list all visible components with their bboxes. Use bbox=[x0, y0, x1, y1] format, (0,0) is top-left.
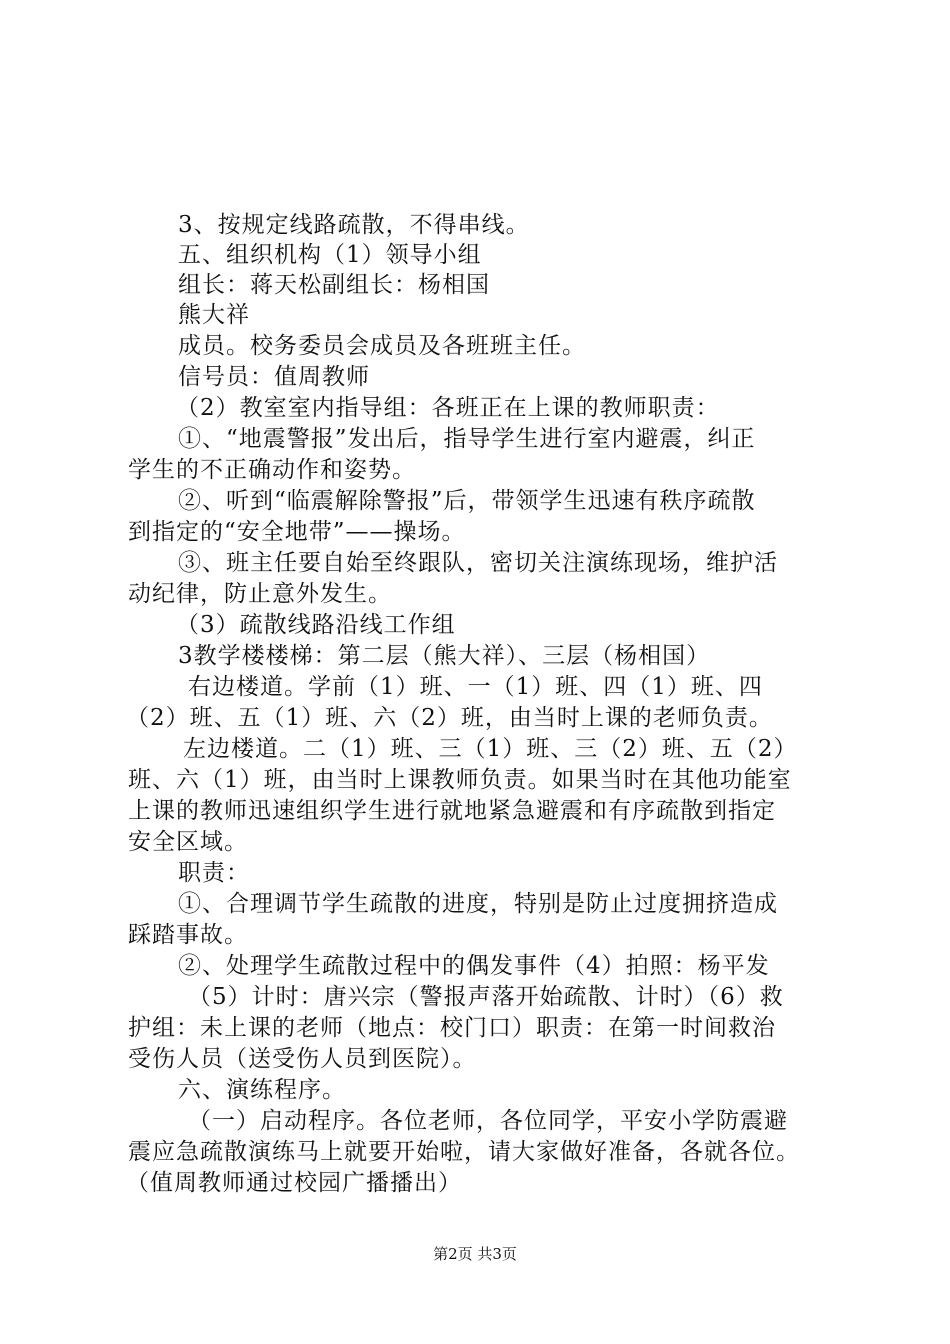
section-heading: 五、组织机构（1）领导小组 bbox=[178, 242, 482, 268]
text-line: （2）班、五（1）班、六（2）班，由当时上课的老师负责。 bbox=[126, 705, 773, 731]
text-line: （5）计时：唐兴宗（警报声落开始疏散、计时）（6）救 bbox=[188, 984, 784, 1010]
page-number-footer: 第2页 共3页 bbox=[433, 1245, 517, 1263]
text-line: 3教学楼楼梯：第二层（熊大祥）、三层（杨相国） bbox=[178, 643, 711, 669]
text-line: 上课的教师迅速组织学生进行就地紧急避震和有序疏散到指定 bbox=[128, 798, 776, 824]
text-line: 踩踏事故。 bbox=[128, 922, 248, 948]
text-line: 护组：未上课的老师（地点：校门口）职责：在第一时间救治 bbox=[128, 1015, 776, 1041]
text-line: 左边楼道。二（1）班、三（1）班、三（2）班、五（2） bbox=[183, 736, 798, 762]
text-line: 受伤人员（送受伤人员到医院）。 bbox=[128, 1046, 477, 1072]
text-line: 学生的不正确动作和姿势。 bbox=[128, 457, 416, 483]
text-line: 动纪律，防止意外发生。 bbox=[128, 581, 392, 607]
text-line: （3）疏散线路沿线工作组 bbox=[176, 612, 456, 638]
text-line: （值周教师通过校园广播播出） bbox=[126, 1170, 462, 1196]
text-line: 右边楼道。学前（1）班、一（1）班、四（1）班、四 bbox=[188, 674, 763, 700]
text-line: 组长：蒋天松副组长：杨相国 bbox=[178, 272, 490, 298]
text-line: 安全区域。 bbox=[128, 829, 248, 855]
text-line: ①、“地震警报”发出后，指导学生进行室内避震，纠正 bbox=[178, 426, 756, 452]
text-line: ①、合理调节学生疏散的进度，特别是防止过度拥挤造成 bbox=[178, 891, 778, 917]
section-heading: 六、演练程序。 bbox=[178, 1077, 346, 1103]
text-line: （2）教室室内指导组：各班正在上课的教师职责： bbox=[176, 395, 720, 421]
text-line: 班、六（1）班，由当时上课教师负责。如果当时在其他功能室 bbox=[128, 767, 792, 793]
text-line: ②、听到“临震解除警报”后，带领学生迅速有秩序疏散 bbox=[178, 488, 756, 514]
text-line: ③、班主任要自始至终跟队，密切关注演练现场，维护活 bbox=[178, 550, 778, 576]
text-line: 震应急疏散演练马上就要开始啦，请大家做好准备，各就各位。 bbox=[128, 1139, 800, 1165]
text-line: 职责： bbox=[178, 860, 250, 886]
text-line: ②、处理学生疏散过程中的偶发事件（4）拍照：杨平发 bbox=[178, 953, 770, 979]
text-line: 到指定的“安全地带”——操场。 bbox=[128, 519, 466, 545]
text-line: 信号员：值周教师 bbox=[178, 364, 370, 390]
text-line: （一）启动程序。各位老师，各位同学，平安小学防震避 bbox=[188, 1108, 788, 1134]
text-line: 成员。校务委员会成员及各班班主任。 bbox=[178, 333, 586, 359]
text-line: 熊大祥 bbox=[178, 302, 250, 328]
text-line: 3、按规定线路疏散，不得串线。 bbox=[178, 212, 530, 238]
